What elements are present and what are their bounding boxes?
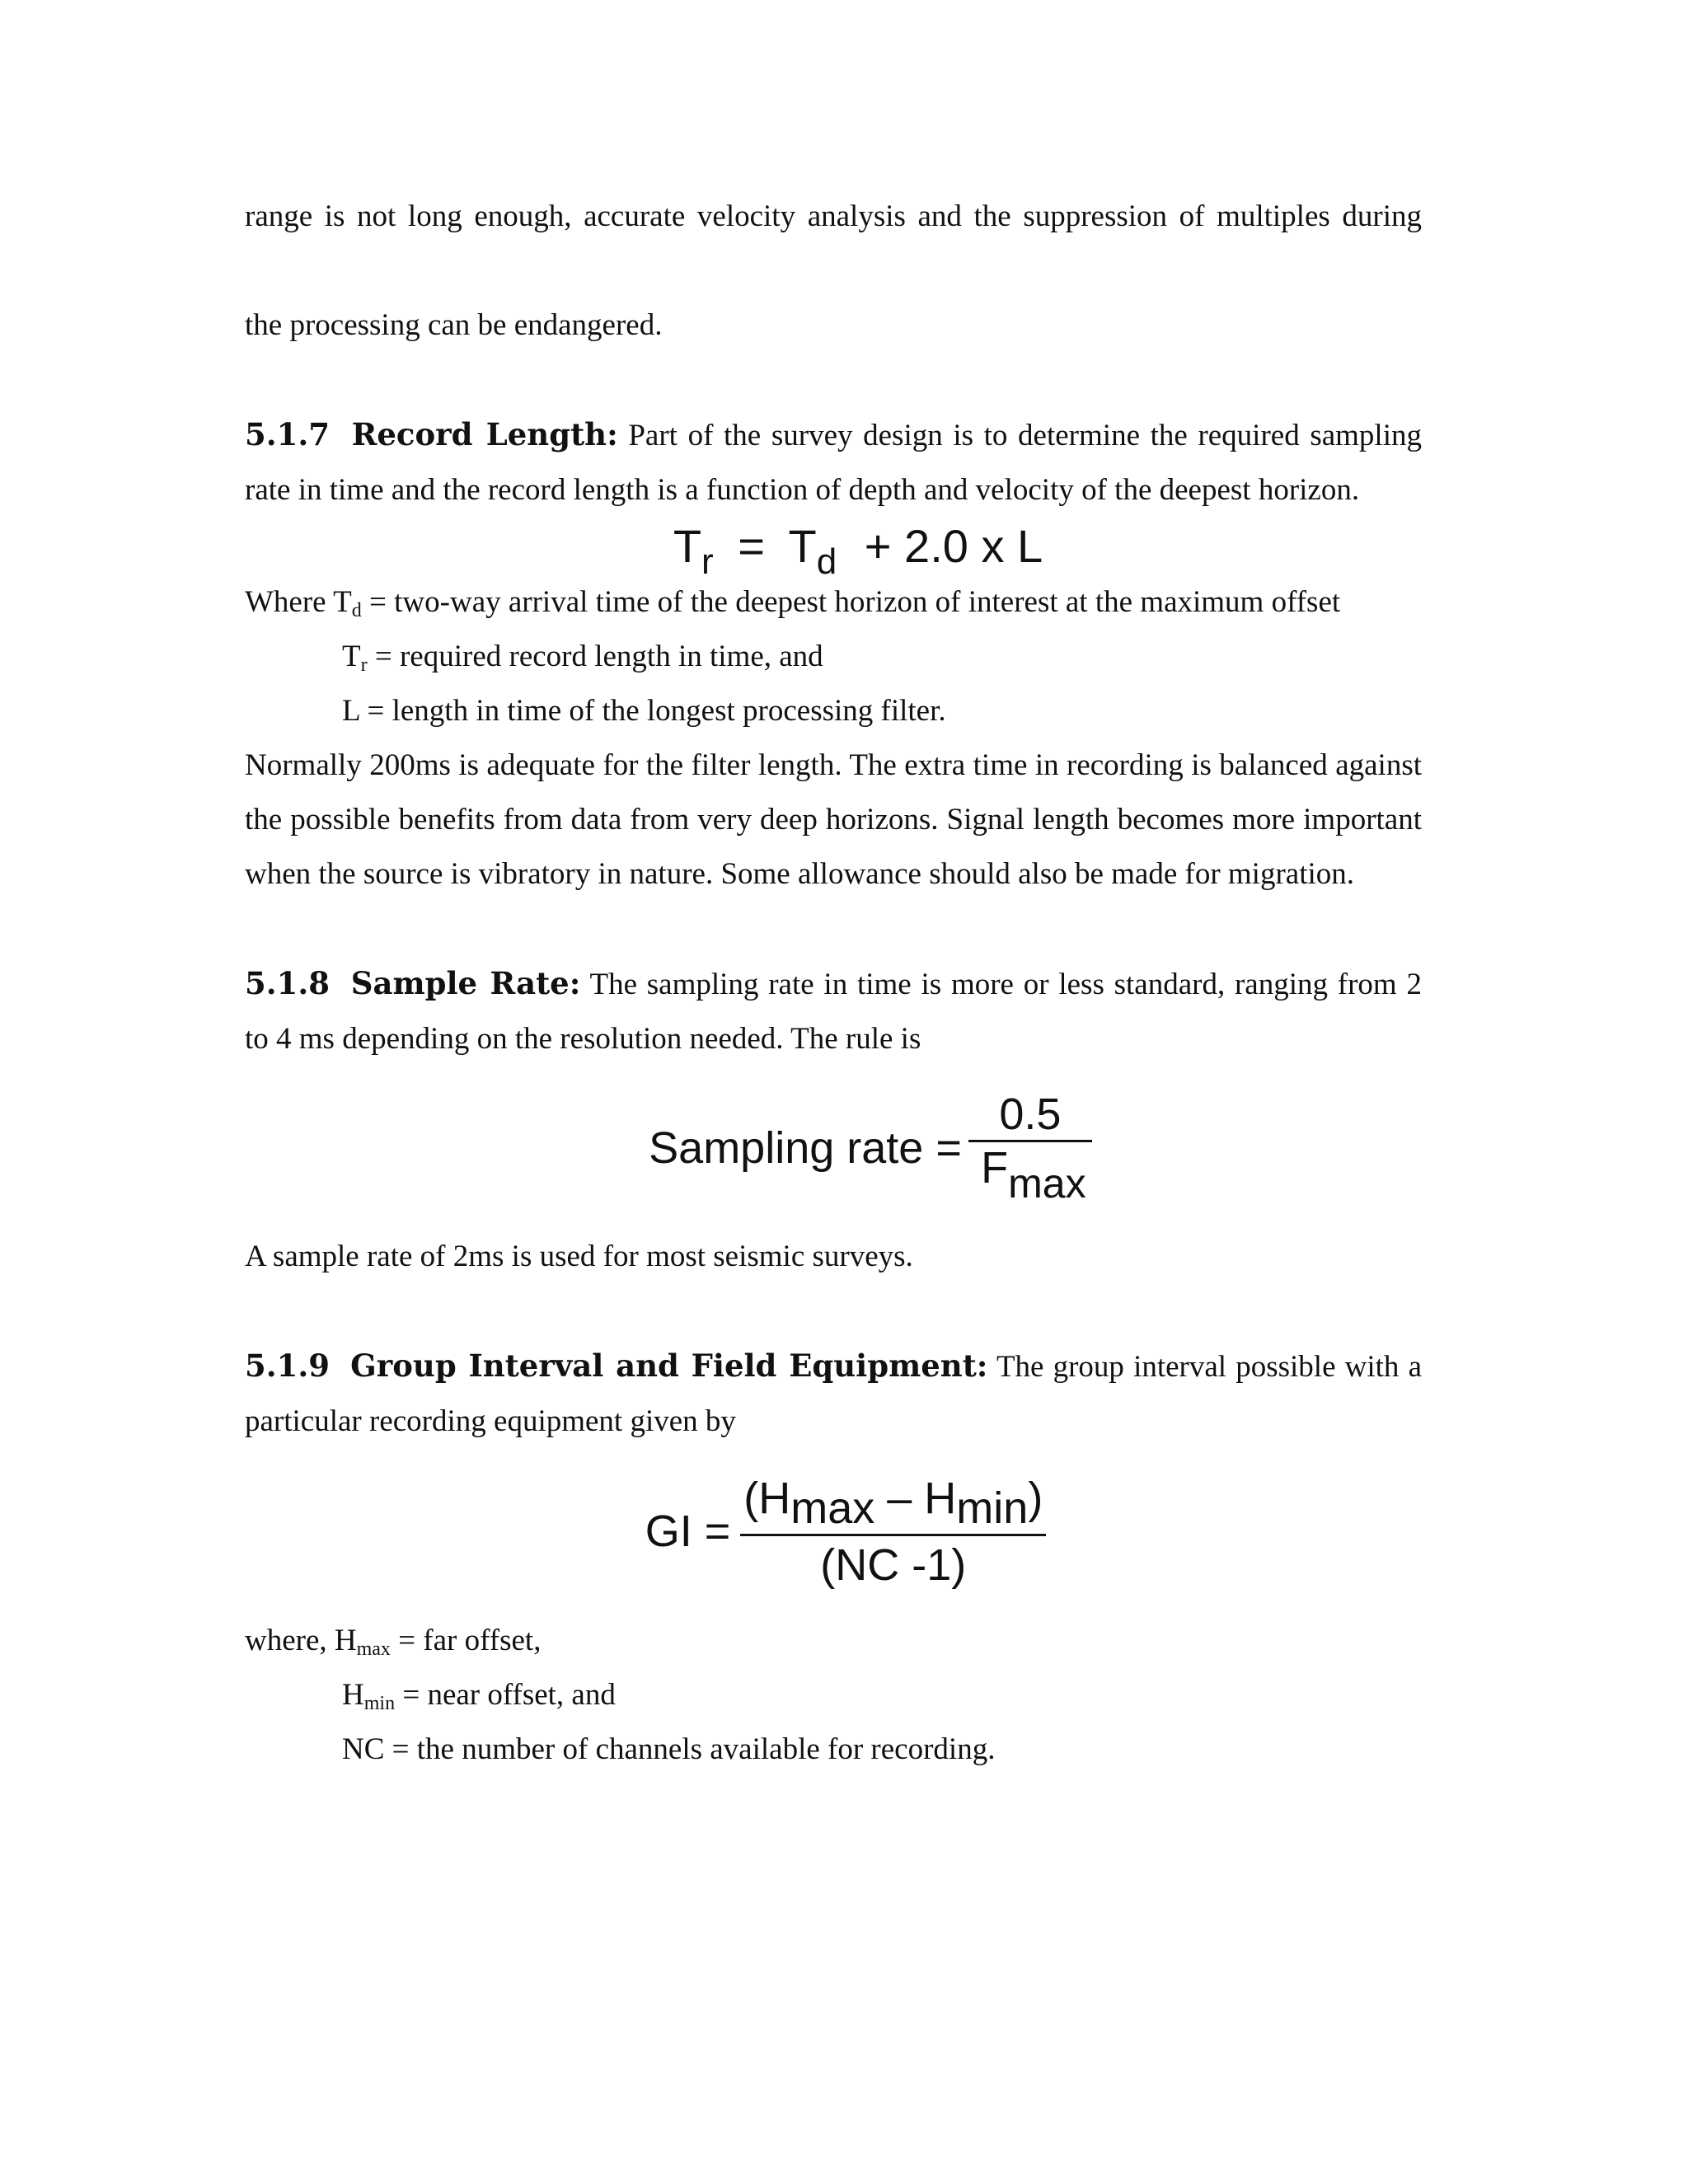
section-number-5-1-8: 5.1.8 (245, 965, 330, 1001)
intro-line-2: the processing can be endangered. (245, 308, 663, 342)
where-l-line: L = length in time of the longest processing filter. (342, 694, 946, 728)
section-5-1-7-paragraph (245, 407, 1422, 518)
record-length-equation: $T_r = T_d + 2.0$ x L (673, 520, 1043, 582)
group-interval-equation: GI = $\frac{(Hmax - Hmin)}{(NC -1)}$ (270, 1449, 1422, 1614)
where-tr-line: $T_r$ = required record length in time, and (342, 640, 823, 676)
document-page (245, 190, 1422, 1777)
where-hmax-line: where, $H_{max}$ = far offset, (245, 1624, 542, 1660)
filter-length-paragraph: Normally 200ms is adequate for the filter length. The extra time in recording is balanced against the possible benefits from data from very deep horizons. Signal length becomes more important when the source is vibratory in nature. Some allowance should also be made for migration. (245, 748, 1422, 891)
where-hmin-line: $H_{min}$ = near offset, and (342, 1678, 616, 1714)
section-5-1-7-text: Part of the survey design is to determine the required sampling rate in time and the record length is a function of depth and velocity of the deepest horizon. (245, 419, 1422, 507)
where-td-line: Where $T_d = two-way$ arrival time of the deepest horizon of interest at the maximum offset (245, 585, 1341, 621)
section-5-1-9-paragraph (245, 1338, 1422, 1449)
section-5-1-8-text: The sampling rate in time is more or less standard, ranging from 2 to 4 ms depending on the resolution needed. The rule is (245, 968, 1422, 1056)
section-title-group-interval: Group Interval and Field Equipment: (350, 1347, 988, 1384)
section-5-1-8-paragraph (245, 956, 1422, 1066)
where-nc-line: NC = the number of channels available for recording. (342, 1732, 996, 1766)
section-title-sample-rate: Sample Rate: (350, 965, 581, 1001)
sampling-rate-equation: Sampling rate = $\frac{0.5}{Fmax}$ (319, 1066, 1422, 1230)
section-number-5-1-9: 5.1.9 (245, 1347, 330, 1384)
intro-line-1: range is not long enough, accurate velocity analysis and the suppression of multiples during (245, 199, 1422, 233)
section-title-record-length: Record Length: (351, 416, 618, 452)
sample-rate-note: A sample rate of 2ms is used for most seismic surveys. (245, 1240, 913, 1273)
section-5-1-9-text: The group interval possible with a particular recording equipment given by (245, 1350, 1422, 1438)
section-number-5-1-7: 5.1.7 (245, 416, 330, 452)
